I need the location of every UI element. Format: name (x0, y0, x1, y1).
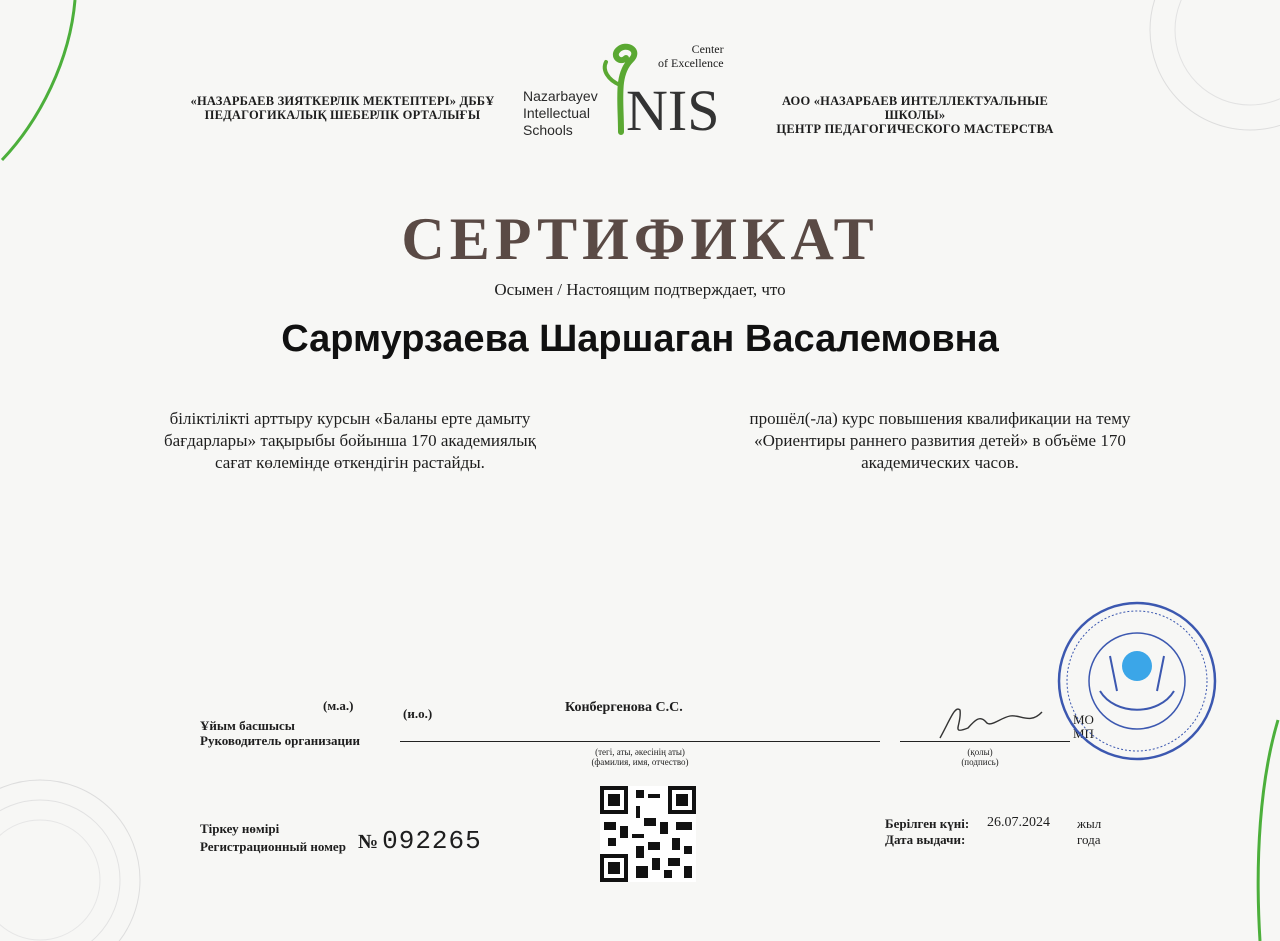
organization-name-kz (190, 94, 495, 122)
official-seal (1055, 596, 1220, 766)
signature-line (900, 741, 1070, 742)
name-caption (540, 747, 740, 767)
stamp-place-ru: МП (1073, 726, 1094, 741)
org-ru-line1: АОО «НАЗАРБАЕВ ИНТЕЛЛЕКТУАЛЬНЫЕ ШКОЛЫ» (781, 94, 1049, 122)
org-kz-line2: ПЕДАГОГИКАЛЫҚ ШЕБЕРЛІК ОРТАЛЫҒЫ (204, 108, 481, 122)
name-caption-ru: (фамилия, имя, отчество) (591, 757, 689, 767)
signature-caption (940, 747, 1020, 767)
registration-label-ru: Регистрационный номер (200, 839, 346, 854)
center-of-excellence (658, 42, 724, 70)
signature-caption-kz: (қолы) (967, 747, 993, 757)
number-sign: № (358, 831, 379, 853)
signer-name: Конбергенова С.С. (565, 700, 683, 715)
head-label-kz: Ұйым басшысы (200, 718, 295, 733)
head-label-ru: Руководитель организации (200, 733, 360, 748)
io-label: (и.о.) (403, 706, 433, 721)
registration-number: 092265 (382, 826, 482, 856)
issue-label-ru: Дата выдачи: (885, 832, 966, 847)
year-label-ru: года (1077, 832, 1101, 847)
signature-caption-ru: (подпись) (961, 757, 999, 767)
logo-line3: Schools (523, 122, 573, 138)
issue-date-label (885, 816, 969, 848)
recipient-name: Сармурзаева Шаршаган Васалемовна (281, 318, 999, 360)
logo-center-line1: Center (691, 42, 724, 56)
logo-center-line2: of Excellence (658, 56, 724, 70)
corner-ornament-top-left (0, 0, 120, 170)
name-caption-kz: (тегі, аты, әкесінің аты) (595, 747, 685, 757)
logo-text (523, 88, 598, 139)
organization-name-ru (760, 94, 1070, 136)
year-label (1077, 816, 1101, 848)
stamp-place-kz: МО (1073, 712, 1094, 727)
issue-label-kz: Берілген күні: (885, 816, 970, 831)
guilloche-pattern-top-right (1130, 0, 1280, 140)
registration-label (200, 820, 346, 856)
org-kz-line1: «НАЗАРБАЕВ ЗИЯТКЕРЛІК МЕКТЕПТЕРІ» ДББҰ (190, 94, 495, 108)
signature-scribble (920, 700, 1060, 745)
logo-line2: Intellectual (523, 105, 590, 121)
registration-label-kz: Тіркеу нөмірі (200, 821, 280, 836)
qr-code[interactable] (600, 786, 696, 882)
nis-logo (518, 38, 743, 148)
name-line (400, 741, 880, 742)
issue-date: 26.07.2024 (987, 815, 1050, 830)
registration-number-group (358, 826, 482, 856)
head-of-organization-label (200, 718, 360, 748)
ma-label: (м.а.) (323, 698, 354, 713)
logo-mark: NIS (626, 78, 720, 143)
logo-line1: Nazarbayev (523, 88, 598, 104)
confirmation-text: Осымен / Настоящим подтверждает, что (494, 280, 786, 299)
org-ru-line2: ЦЕНТР ПЕДАГОГИЧЕСКОГО МАСТЕРСТВА (776, 122, 1054, 136)
year-label-kz: жыл (1077, 816, 1102, 831)
guilloche-pattern-bottom-left (0, 770, 150, 941)
certificate-title: СЕРТИФИКАТ (401, 206, 879, 272)
corner-ornament-bottom-right (1230, 700, 1280, 941)
course-description-ru: прошёл(-ла) курс повышения квалификации на тему «Ориентиры раннего развития детей» в объёме 170 академических часов. (749, 409, 1131, 472)
course-description-kz: біліктілікті арттыру курсын «Баланы ерте дамыту бағдарлары» тақырыбы бойынша 170 академиялық сағат көлемінде өткендігін растайды. (164, 409, 536, 472)
